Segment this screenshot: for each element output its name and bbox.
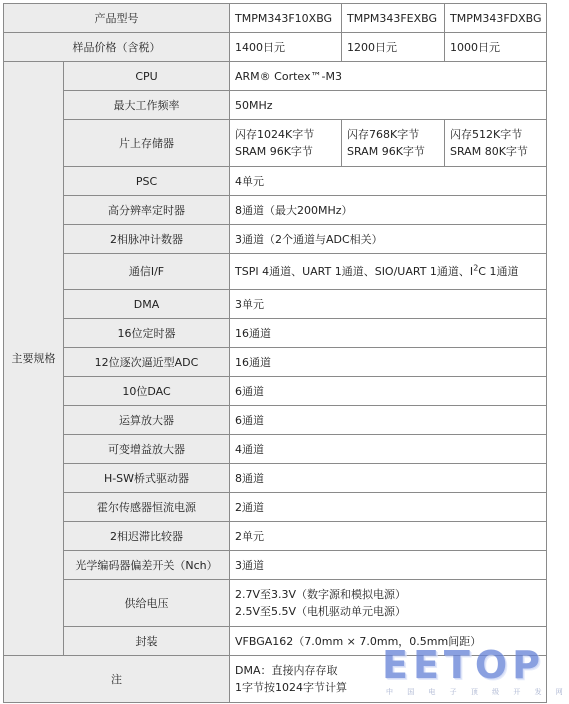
memory-label: 片上存储器 [64,120,230,167]
hr-timer-value: 8通道（最大200MHz） [230,196,547,225]
supply-value [230,580,547,627]
price-label: 样品价格（含税） [4,33,230,62]
dac10-value: 6通道 [230,377,547,406]
model-1: TMPM343F10XBG [230,4,342,33]
memory-1 [230,120,342,167]
hyst-label: 2相迟滞比较器 [64,522,230,551]
pulse-counter-label: 2相脉冲计数器 [64,225,230,254]
watermark-subtext: 中 国 电 子 顶 级 开 发 网 [386,688,569,696]
spec-table [3,3,547,703]
note-label: 注 [4,656,230,703]
hsw-label: H-SW桥式驱动器 [64,464,230,493]
timer16-label: 16位定时器 [64,319,230,348]
row-pga [4,435,547,464]
model-2: TMPM343FEXBG [342,4,445,33]
row-dac10 [4,377,547,406]
dac10-label: 10位DAC [64,377,230,406]
cpu-label: CPU [64,62,230,91]
price-3: 1000日元 [445,33,547,62]
row-cpu [4,62,547,91]
row-hsw [4,464,547,493]
hall-value: 2通道 [230,493,547,522]
encoder-label: 光学编码器偏差开关（Nch） [64,551,230,580]
memory-1-flash: 闪存1024K字节 [235,128,315,141]
hall-label: 霍尔传感器恒流电源 [64,493,230,522]
psc-value: 4单元 [230,167,547,196]
price-2: 1200日元 [342,33,445,62]
supply-label: 供给电压 [64,580,230,627]
cpu-value: ARM® Cortex™-M3 [230,62,547,91]
row-memory [4,120,547,167]
model-label: 产品型号 [4,4,230,33]
comm-label: 通信I/F [64,254,230,290]
row-comm [4,254,547,290]
memory-2 [342,120,445,167]
note-line-2: 1字节按1024字节计算 [235,681,347,694]
memory-3-flash: 闪存512K字节 [450,128,523,141]
pulse-counter-value: 3通道（2个通道与ADC相关） [230,225,547,254]
comm-value-prefix: TSPI 4通道、UART 1通道、SIO/UART 1通道、I [235,265,474,278]
model-3: TMPM343FDXBG [445,4,547,33]
max-freq-label: 最大工作频率 [64,91,230,120]
row-price [4,33,547,62]
specs-group-label: 主要规格 [4,62,64,656]
watermark-text: EETOP [382,643,545,687]
row-opamp [4,406,547,435]
row-adc12 [4,348,547,377]
row-dma [4,290,547,319]
pga-value: 4通道 [230,435,547,464]
row-pulse-counter [4,225,547,254]
supply-line-1: 2.7V至3.3V（数字源和模拟电源） [235,588,407,601]
hsw-value: 8通道 [230,464,547,493]
row-model [4,4,547,33]
memory-2-sram: SRAM 96K字节 [347,145,425,158]
memory-1-sram: SRAM 96K字节 [235,145,313,158]
row-max-freq [4,91,547,120]
package-label: 封装 [64,627,230,656]
dma-value: 3单元 [230,290,547,319]
opamp-value: 6通道 [230,406,547,435]
memory-3-sram: SRAM 80K字节 [450,145,528,158]
hyst-value: 2单元 [230,522,547,551]
encoder-value: 3通道 [230,551,547,580]
adc12-value: 16通道 [230,348,547,377]
note-value [230,656,547,703]
comm-value-suffix: C 1通道 [478,265,519,278]
row-hyst [4,522,547,551]
adc12-label: 12位逐次逼近型ADC [64,348,230,377]
row-timer16 [4,319,547,348]
comm-value [230,254,547,290]
row-hr-timer [4,196,547,225]
row-hall [4,493,547,522]
psc-label: PSC [64,167,230,196]
dma-label: DMA [64,290,230,319]
supply-line-2: 2.5V至5.5V（电机驱动单元电源） [235,605,407,618]
row-package [4,627,547,656]
memory-3 [445,120,547,167]
price-1: 1400日元 [230,33,342,62]
opamp-label: 运算放大器 [64,406,230,435]
row-psc [4,167,547,196]
pga-label: 可变增益放大器 [64,435,230,464]
max-freq-value: 50MHz [230,91,547,120]
note-line-1: DMA：直接内存存取 [235,664,338,677]
memory-2-flash: 闪存768K字节 [347,128,420,141]
row-encoder [4,551,547,580]
timer16-value: 16通道 [230,319,547,348]
comm-value-sup: 2 [473,263,479,273]
hr-timer-label: 高分辨率定时器 [64,196,230,225]
package-value: VFBGA162（7.0mm × 7.0mm，0.5mm间距） [230,627,547,656]
row-note [4,656,547,703]
row-supply [4,580,547,627]
